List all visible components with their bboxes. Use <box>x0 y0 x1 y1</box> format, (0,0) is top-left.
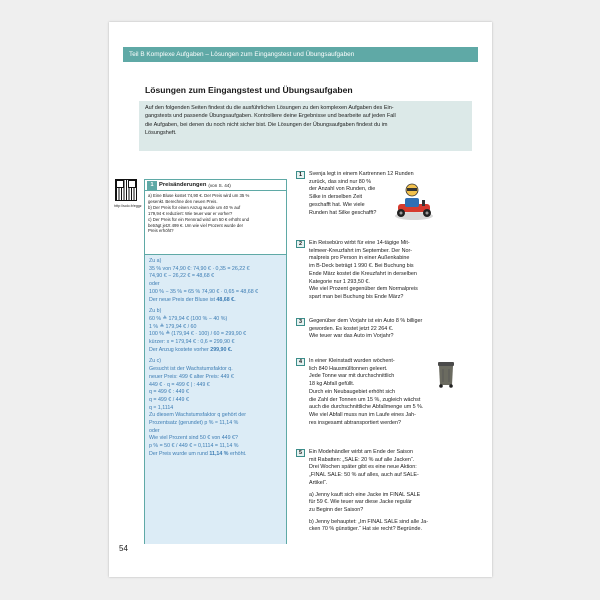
page-number: 54 <box>119 544 128 553</box>
exercise-line: auch die durchschnittliche Abfallmenge um 5 %. <box>309 404 424 411</box>
exercise-line: Silke in derselben Zeit <box>309 194 363 201</box>
exercise-line: für 59 €. Wie teuer war diese Jacke regulär <box>309 499 412 506</box>
solutions-panel <box>145 255 286 544</box>
exercise-line: Wie viel Abfall muss nun im Laufe eines Jah- <box>309 411 416 418</box>
solution-line: Prozentsatz (gerundet) p % ≈ 11,14 % <box>149 420 239 427</box>
solution-result-b: Der Anzug kostete vorher 299,90 €. <box>149 346 233 353</box>
exercise-line: In einer Kleinstadt wurden wöchent- <box>309 358 395 364</box>
solution-line: q ≈ 1,1114 <box>149 404 174 411</box>
solution-line: kürzer: x = 179,94 € : 0,6 = 299,90 € <box>149 339 235 346</box>
exercise-line: im B-Deck beträgt 1 990 €. Bei Buchung bis <box>309 263 414 270</box>
exercise-line: telmeer-Kreuzfahrt im September. Der Nor- <box>309 247 413 254</box>
solution-line: Zu diesem Wachstumsfaktor q gehört der <box>149 412 246 419</box>
solution-line: 74,90 € − 26,22 € = 48,68 € <box>149 273 215 280</box>
exercise-line: Gegenüber dem Vorjahr ist ein Auto 8 % billiger <box>309 318 423 324</box>
exercise-line: Artikel“. <box>309 479 328 486</box>
exercise-4 <box>296 358 488 430</box>
book-page <box>109 22 492 577</box>
task-line: gesenkt. Berechne den neuen Preis. <box>148 198 218 204</box>
task-line: a) Eine Bluse kostet 74,90 €. Der Preis wird um 35 % <box>148 193 250 198</box>
exercise-line: Ein Modehändler wirbt am Ende der Saison <box>309 449 413 455</box>
exercise-3 <box>296 318 488 342</box>
task-source-ref: (von S. 44) <box>208 182 231 188</box>
qr-code[interactable] <box>115 179 137 201</box>
exercise-number: 5 <box>296 449 305 457</box>
intro-box <box>139 101 472 151</box>
exercise-line: malpreis pro Person in einer Außenkabine <box>309 255 410 262</box>
exercise-line: Runden hat Silke geschafft? <box>309 209 377 216</box>
exercise-line: Wie viel Prozent gegenüber dem Normalpreis <box>309 286 418 293</box>
exercise-line: Kategorie nur 1 293,50 €. <box>309 278 370 285</box>
solution-line: Wie viel Prozent sind 50 € von 449 €? <box>149 435 238 442</box>
trash-bin-illustration <box>436 360 456 388</box>
intro-line: gangstests und passende Übungsaufgaben. Kontrolliere deine Ergebnisse und bearbeite auf jeden Fall <box>145 113 396 120</box>
exercise-line: 18 kg Abfall gefüllt. <box>309 381 355 388</box>
solution-line: q = 499 € / 449 € <box>149 396 189 403</box>
exercise-line: res insgesamt abtransportiert werden? <box>309 419 401 426</box>
exercise-line: cken 70 % günstiger.“ Hat sie recht? Begründe. <box>309 526 422 533</box>
solution-line: p % = 50 € / 449 € ≈ 0,1114 = 11,14 % <box>149 443 239 450</box>
exercise-line: lich 840 Hausmülltonnen geleert. <box>309 365 388 372</box>
go-kart-illustration <box>392 180 435 222</box>
exercise-5 <box>296 449 488 549</box>
exercise-2 <box>296 240 488 304</box>
solution-line: 449 € · q = 499 € | : 449 € <box>149 381 210 388</box>
exercise-1 <box>296 171 488 227</box>
task-line: beträgt jetzt 499 €. Um wie viel Prozent wurde der <box>148 222 244 228</box>
task-number-badge: 1 <box>147 181 157 190</box>
exercise-line: b) Jenny behauptet: „Im FINAL SALE sind alle Ja- <box>309 518 429 525</box>
solution-line: Gesucht ist der Wachstumsfaktor q. <box>149 366 233 373</box>
exercise-number: 2 <box>296 240 305 248</box>
exercise-line: zurück, das sind nur 80 % <box>309 178 372 185</box>
exercises-column <box>296 169 488 554</box>
exercise-line: Jede Tonne war mit durchschnittlich <box>309 373 395 380</box>
task-line: b) Der Preis für einen Anzug wurde um 40 % auf <box>148 204 241 210</box>
exercise-line: Ein Reisebüro wirbt für eine 14-tägige Mit- <box>309 240 410 246</box>
solution-line: oder <box>149 281 160 288</box>
solution-line: q = 499 € : 449 € <box>149 389 189 396</box>
exercise-line: der Anzahl von Runden, die <box>309 186 376 193</box>
intro-line: Lösungsheft. <box>145 129 177 136</box>
solution-line: Zu a) <box>149 258 162 264</box>
exercise-line: geschafft hat. Wie viele <box>309 201 365 208</box>
task-line: 179,94 € reduziert: Wie teuer war er vorher? <box>148 210 233 216</box>
exercise-line: „FINAL SALE: 50 % auf alles, auch auf SALE- <box>309 472 419 479</box>
exercise-number: 1 <box>296 171 305 179</box>
solution-result-c: Der Preis wurde um rund 11,14 % erhöht. <box>149 450 247 457</box>
exercise-line: die Zahl der Tonnen um 15 %, zugleich wächst <box>309 396 421 403</box>
solution-line: Zu b) <box>149 308 162 315</box>
solution-line: 100 % − 35 % = 65 % 74,90 € · 0,65 = 48,68 € <box>149 288 259 295</box>
solution-line: neuer Preis: 499 € alter Preis: 449 € <box>149 373 234 380</box>
exercise-line: Svenja legt in einem Kartrennen 12 Runden <box>309 171 414 177</box>
solution-line: 100 % ≙ (179,94 € · 100) / 60 = 299,90 € <box>149 331 247 338</box>
solution-result-a: Der neue Preis der Bluse ist 48,68 €. <box>149 296 236 303</box>
exercise-line: mit Rabatten: „SALE: 20 % auf alle Jacken“. <box>309 456 415 463</box>
solution-line: 60 % ≙ 179,94 € (100 % − 40 %) <box>149 315 228 322</box>
task-line: Preis erhöht? <box>148 228 174 234</box>
solution-line: oder <box>149 427 160 434</box>
task-statement <box>145 191 286 255</box>
solution-line: 35 % von 74,90 €: 74,90 € · 0,35 = 26,22 € <box>149 265 250 272</box>
intro-line: die Aufgaben, bei denen du noch nicht sicher bist. Die Lösungen der Übungsaufgaben findest du im <box>145 121 388 128</box>
exercise-line: spart man bei Buchung bis Ende März? <box>309 293 404 300</box>
exercise-number: 4 <box>296 358 305 366</box>
section-header-band: Teil B Komplexe Aufgaben – Lösungen zum Eingangstest und Übungsaufgaben <box>123 47 478 62</box>
entry-test-task-box <box>144 179 287 544</box>
intro-line: Auf den folgenden Seiten findest du die ausführlichen Lösungen zu den komplexen Aufgaben des Ein- <box>145 105 394 111</box>
task-title: Preisänderungen <box>159 182 207 188</box>
task-title-bar <box>145 180 286 191</box>
exercise-line: Drei Wochen später gibt es eine neue Aktion: <box>309 464 417 471</box>
solution-line: 1 % ≙ 179,94 € / 60 <box>149 323 197 330</box>
task-line: c) Der Preis für ein Rennrad wird um 50 € erhöht und <box>148 216 250 222</box>
page-title: Lösungen zum Eingangstest und Übungsaufgaben <box>145 85 353 95</box>
exercise-line: Ende März kostet die Kreuzfahrt in derselben <box>309 270 417 277</box>
exercise-number: 3 <box>296 318 305 326</box>
exercise-line: Durch ein Neubaugebiet erhöht sich <box>309 388 396 395</box>
qr-link-label: http://solo.fr/eggz <box>114 204 142 208</box>
exercise-line: geworden. Es kostet jetzt 22 264 €. <box>309 325 394 332</box>
exercise-line: zu Beginn der Saison? <box>309 506 364 513</box>
solution-line: Zu c) <box>149 358 162 365</box>
exercise-line: Wie teuer war das Auto im Vorjahr? <box>309 333 394 340</box>
exercise-line: a) Jenny kauft sich eine Jacke im FINAL SALE <box>309 491 421 498</box>
